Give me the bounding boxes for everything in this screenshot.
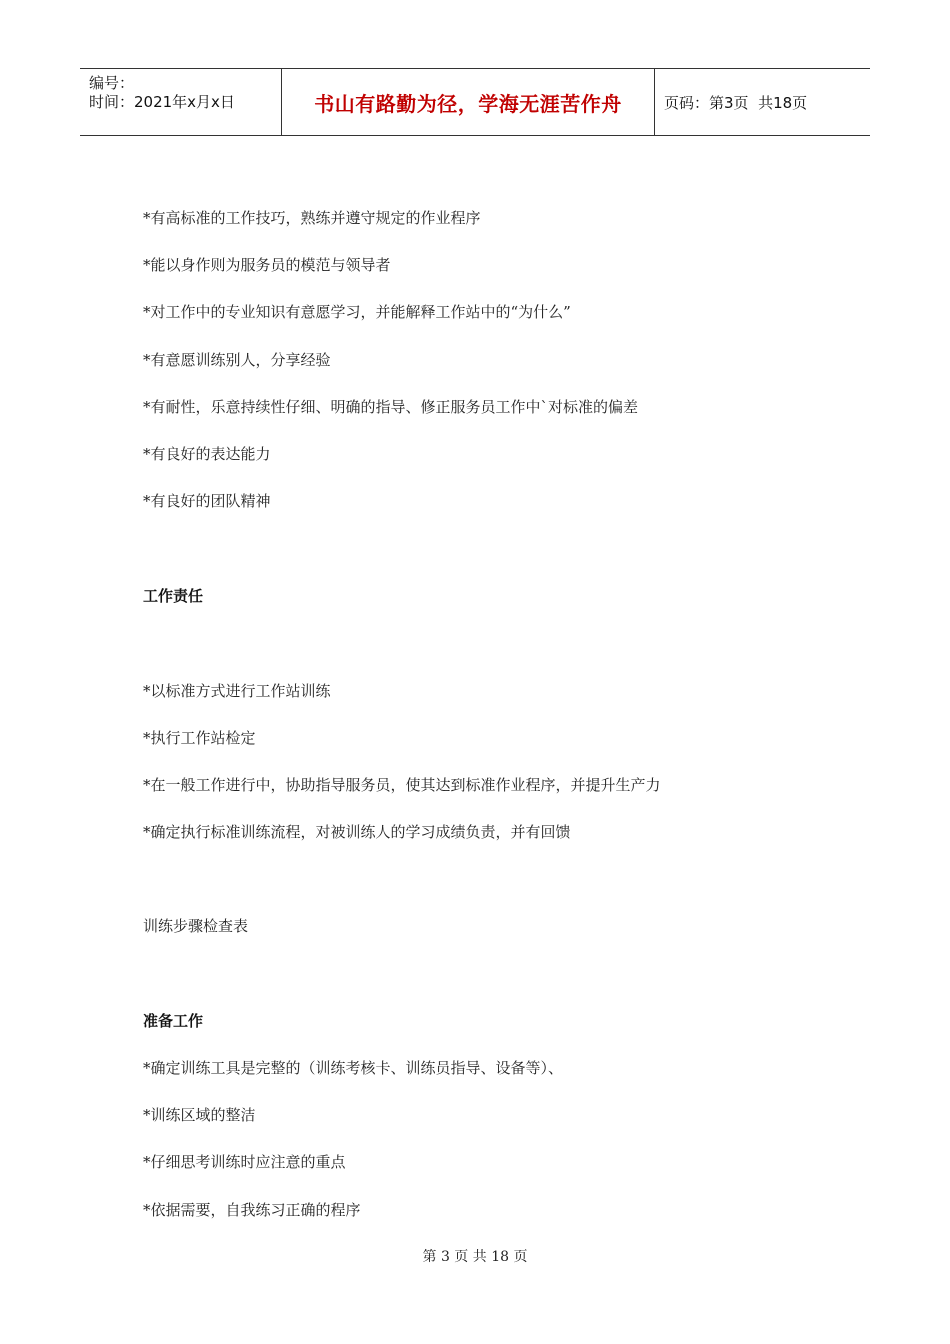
quality-item: *有高标准的工作技巧，熟练并遵守规定的作业程序 [143,209,481,227]
document-number-label: 编号： [89,74,135,92]
section-heading-preparation: 准备工作 [143,1012,204,1030]
responsibility-item: *确定执行标准训练流程，对被训练人的学习成绩负责，并有回馈 [143,823,571,841]
preparation-item: *依据需要，自我练习正确的程序 [143,1201,361,1219]
preparation-item: *仔细思考训练时应注意的重点 [143,1153,346,1171]
header-meta-cell [80,69,282,135]
document-header [80,68,870,136]
quality-item: *有意愿训练别人，分享经验 [143,351,331,369]
quality-item: *有良好的团队精神 [143,492,271,510]
page-footer: 第 3 页 共 18 页 [422,1249,528,1265]
section-heading-responsibilities: 工作责任 [143,587,204,605]
responsibility-item: *执行工作站检定 [143,729,256,747]
responsibility-item: *以标准方式进行工作站训练 [143,682,331,700]
quality-item: *有耐性，乐意持续性仔细、明确的指导、修正服务员工作中`对标准的偏差 [143,398,639,416]
quality-item: *有良好的表达能力 [143,445,271,463]
header-page-number: 页码：第3页 共18页 [664,93,808,112]
section-heading-checklist: 训练步骤检查表 [143,917,249,935]
preparation-item: *训练区域的整洁 [143,1106,256,1124]
header-motto: 书山有路勤为径，学海无涯苦作舟 [282,69,655,135]
document-time-label: 时间：2021年x月x日 [89,93,235,111]
quality-item: *对工作中的专业知识有意愿学习，并能解释工作站中的“为什么” [143,303,571,321]
responsibility-item: *在一般工作进行中，协助指导服务员，使其达到标准作业程序，并提升生产力 [143,776,661,794]
preparation-item: *确定训练工具是完整的（训练考核卡、训练员指导、设备等）、 [143,1059,564,1077]
quality-item: *能以身作则为服务员的模范与领导者 [143,256,391,274]
